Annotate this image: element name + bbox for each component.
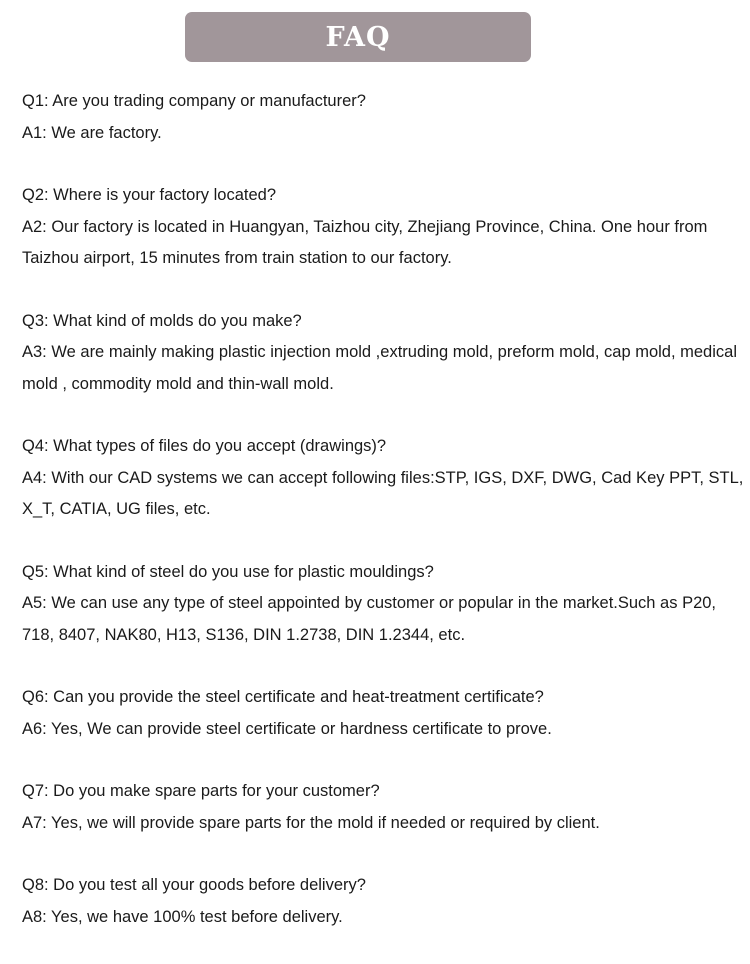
faq-question: Q2: Where is your factory located? <box>22 186 277 204</box>
faq-item-3 <box>22 306 744 401</box>
faq-answer: A5: We can use any type of steel appointed by customer or popular in the market.Such as P20, 718, 8407, NAK80, H13, S136, DIN 1.2738, DIN 1.2344, etc. <box>22 594 717 644</box>
faq-list <box>22 86 744 964</box>
faq-question: Q8: Do you test all your goods before delivery? <box>22 876 366 894</box>
faq-answer: A8: Yes, we have 100% test before delivery. <box>22 907 343 926</box>
faq-item-1 <box>22 86 744 149</box>
faq-question: Q3: What kind of molds do you make? <box>22 311 302 330</box>
faq-question: Q5: What kind of steel do you use for plastic mouldings? <box>22 562 434 581</box>
page-title: FAQ <box>325 21 391 53</box>
faq-answer: A4: With our CAD systems we can accept following files:STP, IGS, DXF, DWG, Cad Key PPT, STL, X_T, CATIA, UG files, etc. <box>22 468 744 518</box>
faq-question: Q4: What types of files do you accept (drawings)? <box>22 437 387 455</box>
faq-answer: A7: Yes, we will provide spare parts for the mold if needed or required by client. <box>22 813 600 832</box>
faq-item-6 <box>22 682 744 745</box>
faq-item-2 <box>22 180 744 275</box>
faq-answer: A3: We are mainly making plastic injection mold ,extruding mold, preform mold, cap mold, medical mold , commodity mold and thin-wall mold. <box>22 343 737 393</box>
faq-item-5 <box>22 557 744 652</box>
faq-question: Q7: Do you make spare parts for your customer? <box>22 782 380 800</box>
faq-question: Q6: Can you provide the steel certificate and heat-treatment certificate? <box>22 688 544 706</box>
faq-answer: A6: Yes, We can provide steel certificate or hardness certificate to prove. <box>22 719 552 738</box>
faq-header-banner <box>185 12 531 62</box>
faq-answer: A2: Our factory is located in Huangyan, Taizhou city, Zhejiang Province, China. One hour from Taizhou airport, 15 minutes from train station to our factory. <box>22 217 708 267</box>
faq-answer: A1: We are factory. <box>22 123 162 142</box>
faq-item-8 <box>22 870 744 933</box>
faq-item-7 <box>22 776 744 839</box>
faq-question: Q1: Are you trading company or manufacturer? <box>22 92 366 110</box>
faq-item-4 <box>22 431 744 526</box>
